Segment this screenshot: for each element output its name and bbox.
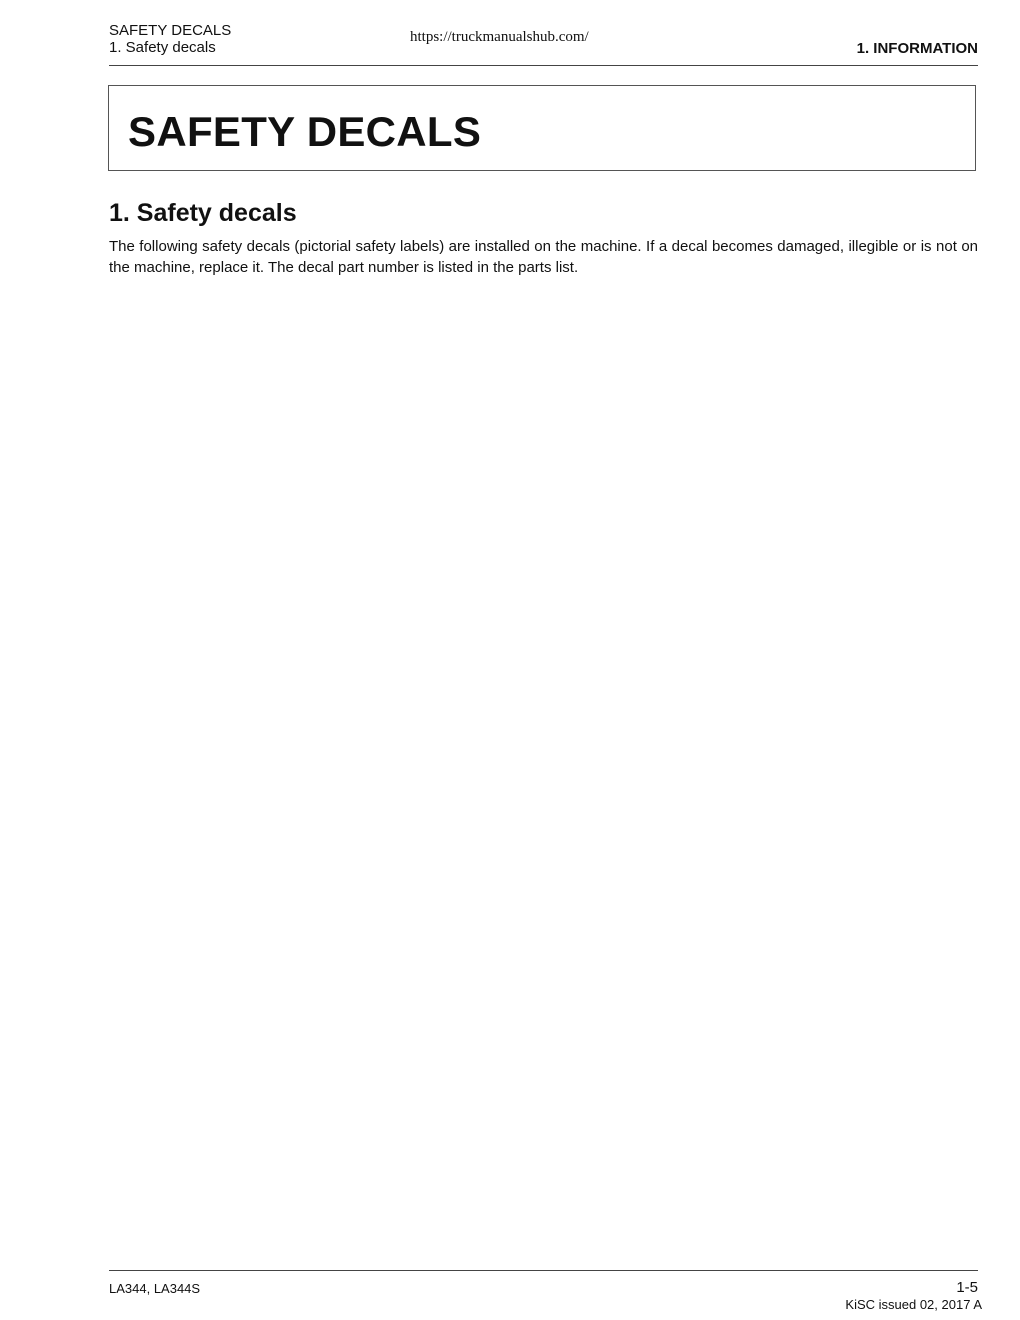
header-subsection: 1. Safety decals xyxy=(109,39,216,56)
header-chapter: 1. INFORMATION xyxy=(856,40,978,57)
section-body-text: The following safety decals (pictorial safety labels) are installed on the machine. If a decal becomes damaged, illegible or is not on the machine, replace it. The decal part number is listed in the parts list. xyxy=(109,238,978,276)
header-section-title: SAFETY DECALS xyxy=(109,22,232,39)
page-number: 1-5 xyxy=(956,1279,978,1296)
footer-divider xyxy=(109,1270,978,1271)
section-heading: 1. Safety decals xyxy=(109,199,297,227)
page-title: SAFETY DECALS xyxy=(128,108,482,155)
header-url-link[interactable]: https://truckmanualshub.com/ xyxy=(410,29,589,45)
footer-issue: KiSC issued 02, 2017 A xyxy=(845,1297,982,1312)
title-box xyxy=(108,85,976,171)
header-divider xyxy=(109,65,978,66)
footer-model: LA344, LA344S xyxy=(109,1281,201,1296)
running-header xyxy=(109,22,231,56)
